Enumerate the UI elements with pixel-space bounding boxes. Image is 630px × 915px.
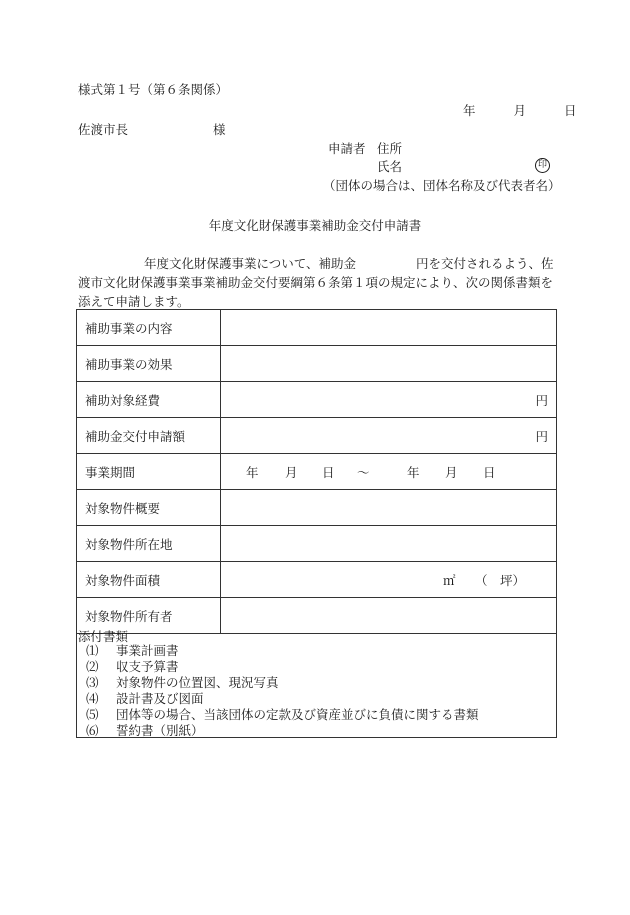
row-label: 補助対象経費	[77, 382, 221, 418]
row-label: 補助金交付申請額	[77, 418, 221, 454]
requested-amount-field[interactable]	[221, 418, 557, 454]
row-label: 事業期間	[77, 454, 221, 490]
addressee	[78, 122, 226, 138]
body-line-1b: 円を交付されるよう、佐	[416, 256, 554, 271]
date-day-label: 日	[563, 103, 577, 118]
project-effect-field[interactable]	[221, 346, 557, 382]
body-line-3: 添えて申請します。	[78, 294, 190, 309]
application-table	[76, 309, 557, 634]
period-start-month: 月	[285, 464, 298, 480]
period-start-year: 年	[246, 464, 259, 480]
seal-icon: 印	[535, 158, 550, 173]
list-item: ⑸ 団体等の場合、当該団体の定款及び資産並びに負債に関する書類	[86, 707, 479, 722]
tsubo-unit: （ 坪）	[475, 572, 526, 588]
property-location-field[interactable]	[221, 526, 557, 562]
date-month-label: 月	[513, 103, 526, 118]
date-year-label: 年	[463, 103, 476, 118]
project-content-field[interactable]	[221, 310, 557, 346]
row-label: 補助事業の効果	[77, 346, 221, 382]
table-row	[77, 454, 557, 490]
body-line-2: 渡市文化財保護事業事業補助金交付要綱第６条第１項の規定により、次の関係書類を	[78, 275, 554, 290]
period-end-day: 日	[483, 464, 496, 480]
list-item: ⑴ 事業計画書	[86, 643, 179, 658]
period-end-month: 月	[445, 464, 458, 480]
property-overview-field[interactable]	[221, 490, 557, 526]
property-area-field[interactable]	[221, 562, 557, 598]
table-row	[77, 490, 557, 526]
row-label: 対象物件概要	[77, 490, 221, 526]
group-note: （団体の場合は、団体名称及び代表者名）	[323, 178, 561, 193]
name-label: 氏名	[377, 159, 403, 174]
date-line	[463, 103, 576, 119]
list-item: ⑵ 収支予算書	[86, 659, 179, 674]
eligible-cost-field[interactable]	[221, 382, 557, 418]
table-row	[77, 382, 557, 418]
table-row	[77, 346, 557, 382]
form-number: 様式第１号（第６条関係）	[78, 82, 229, 97]
body-line-1a: 年度文化財保護事業について、補助金	[144, 256, 357, 271]
project-period-field[interactable]	[221, 454, 557, 490]
list-item: ⑶ 対象物件の位置図、現況写真	[86, 675, 279, 690]
body-paragraph	[78, 254, 556, 311]
list-item: ⑷ 設計書及び図面	[86, 691, 204, 706]
yen-unit: 円	[535, 428, 548, 444]
table-row	[77, 310, 557, 346]
table-row	[77, 526, 557, 562]
document-title: 年度文化財保護事業補助金交付申請書	[208, 218, 422, 233]
period-end-year: 年	[407, 464, 420, 480]
addressee-honorific: 様	[213, 122, 226, 137]
applicant-label: 申請者	[328, 141, 366, 156]
addressee-name: 佐渡市長	[78, 122, 129, 137]
list-item: ⑹ 誓約書（別紙）	[86, 723, 204, 738]
row-label: 補助事業の内容	[77, 310, 221, 346]
body-line-1	[78, 254, 556, 273]
yen-unit: 円	[535, 392, 548, 408]
row-label: 対象物件所有者	[77, 598, 221, 634]
square-meter-unit: ㎡	[443, 572, 456, 588]
table-row	[77, 562, 557, 598]
row-label: 対象物件所在地	[77, 526, 221, 562]
period-separator: ～	[357, 464, 370, 480]
table-row	[77, 418, 557, 454]
attachments-box	[76, 626, 557, 738]
period-start-day: 日	[322, 464, 335, 480]
address-label: 住所	[377, 141, 403, 156]
attachments-heading: 添付書類	[78, 629, 129, 644]
row-label: 対象物件面積	[77, 562, 221, 598]
